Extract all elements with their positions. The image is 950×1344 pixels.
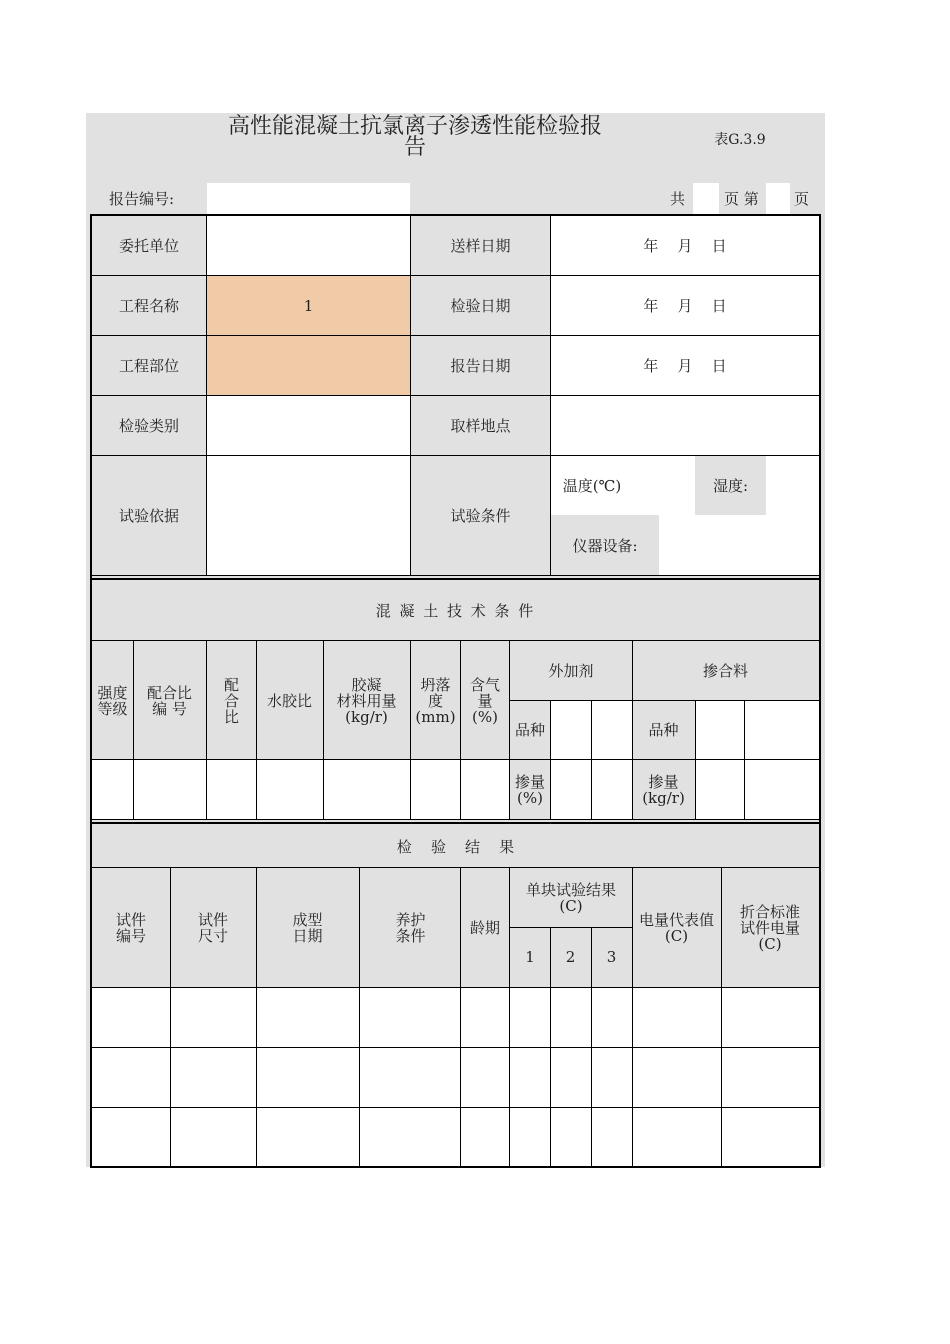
mix-ratio-header: 配 合 比 — [207, 641, 256, 760]
mineral-variety-field-1[interactable] — [695, 700, 744, 760]
equipment-label: 仪器设备: — [551, 515, 659, 576]
mineral-admixture-header: 掺合料 — [632, 641, 819, 700]
project-part-field[interactable] — [207, 336, 410, 396]
admixture-variety-field-1[interactable] — [550, 700, 591, 760]
mix-number-header: 配合比 编 号 — [133, 641, 206, 760]
strength-grade-cell[interactable] — [92, 760, 133, 819]
inspect-date-label: 检验日期 — [411, 276, 550, 336]
humidity-label: 湿度: — [695, 456, 766, 515]
total-pages-label: 共 — [670, 190, 686, 208]
specimen-size-header: 试件 尺寸 — [170, 868, 256, 987]
page-number-field[interactable] — [766, 183, 790, 214]
inspection-category-label: 检验类别 — [92, 396, 206, 456]
binder-amount-header: 胶凝 材料用量 (kg/r) — [323, 641, 410, 760]
project-name-label: 工程名称 — [92, 276, 206, 336]
standard-charge-header: 折合标准 试件电量 (C) — [721, 868, 819, 987]
result-col-2-header: 2 — [550, 927, 591, 987]
admixture-variety-field-2[interactable] — [591, 700, 632, 760]
mineral-dosage-field-2[interactable] — [744, 760, 819, 819]
mix-ratio-cell[interactable] — [207, 760, 256, 819]
sampling-site-field[interactable] — [551, 396, 819, 456]
admixture-dosage-field-1[interactable] — [550, 760, 591, 819]
table-row[interactable] — [92, 1048, 170, 1107]
report-date-field[interactable]: 年 月 日 — [551, 336, 819, 396]
form-code: 表G.3.9 — [714, 132, 766, 148]
sampling-site-label: 取样地点 — [411, 396, 550, 456]
specimen-number-header: 试件 编号 — [92, 868, 170, 987]
send-date-label: 送样日期 — [411, 216, 550, 276]
admixture-dosage-field-2[interactable] — [591, 760, 632, 819]
report-no-label: 报告编号: — [109, 190, 175, 208]
inspect-date-field[interactable]: 年 月 日 — [551, 276, 819, 336]
project-name-field[interactable]: 1 — [207, 276, 410, 336]
concrete-conditions-title: 混 凝 土 技 术 条 件 — [92, 581, 819, 640]
age-header: 龄期 — [461, 868, 509, 987]
project-part-label: 工程部位 — [92, 336, 206, 396]
equipment-field[interactable] — [659, 515, 819, 576]
inspection-results-title: 检 验 结 果 — [92, 826, 819, 868]
admixture-dosage-label: 掺量 (%) — [510, 760, 550, 819]
test-conditions-label: 试验条件 — [411, 456, 550, 576]
results-data-area — [92, 988, 819, 1167]
binder-amount-cell[interactable] — [323, 760, 410, 819]
mineral-dosage-label: 掺量 (kg/r) — [632, 760, 695, 819]
water-binder-ratio-header: 水胶比 — [256, 641, 323, 760]
report-title: 高性能混凝土抗氯离子渗透性能检验报 告 — [227, 114, 602, 160]
test-basis-field[interactable] — [207, 456, 410, 576]
result-col-3-header: 3 — [591, 927, 632, 987]
client-label: 委托单位 — [92, 216, 206, 276]
slump-cell[interactable] — [411, 760, 460, 819]
table-row[interactable] — [92, 1108, 170, 1167]
air-content-header: 含气 量 (%) — [461, 641, 509, 760]
curing-conditions-header: 养护 条件 — [360, 868, 461, 987]
strength-grade-header: 强度 等级 — [92, 641, 133, 760]
report-no-field[interactable] — [207, 183, 410, 214]
admixture-variety-label: 品种 — [510, 700, 550, 760]
send-date-field[interactable]: 年 月 日 — [551, 216, 819, 276]
single-result-header: 单块试验结果 (C) — [510, 868, 632, 927]
forming-date-header: 成型 日期 — [256, 868, 359, 987]
air-content-cell[interactable] — [461, 760, 509, 819]
humidity-field[interactable] — [766, 456, 819, 515]
mineral-dosage-field-1[interactable] — [695, 760, 744, 819]
mix-number-cell[interactable] — [133, 760, 206, 819]
mineral-variety-label: 品种 — [632, 700, 695, 760]
inspection-category-field[interactable] — [207, 396, 410, 456]
representative-charge-header: 电量代表值 (C) — [632, 868, 721, 987]
total-pages-field[interactable] — [693, 183, 719, 214]
temperature-label: 温度(℃) — [551, 456, 633, 515]
page-label: 页 第 — [724, 190, 759, 208]
client-field[interactable] — [207, 216, 410, 276]
temperature-field[interactable] — [633, 456, 695, 515]
admixture-header: 外加剂 — [510, 641, 632, 700]
report-date-label: 报告日期 — [411, 336, 550, 396]
mineral-variety-field-2[interactable] — [744, 700, 819, 760]
result-col-1-header: 1 — [510, 927, 550, 987]
slump-header: 坍落 度 (mm) — [411, 641, 460, 760]
table-row[interactable] — [92, 988, 170, 1047]
water-binder-ratio-cell[interactable] — [256, 760, 323, 819]
test-basis-label: 试验依据 — [92, 456, 206, 576]
page-end-label: 页 — [794, 190, 810, 208]
